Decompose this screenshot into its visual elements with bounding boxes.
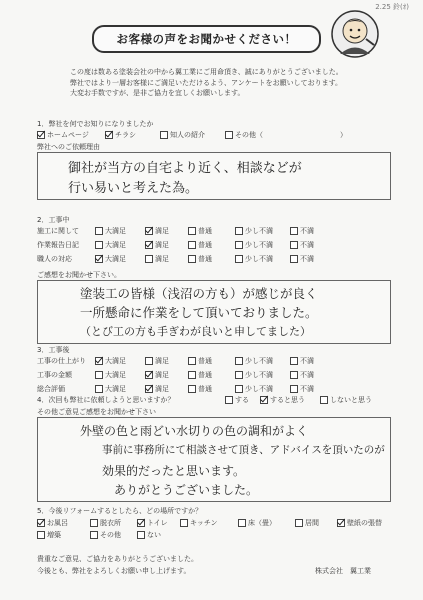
q3-rating-option[interactable]: 少し不満 (235, 356, 273, 366)
q5-option-extension[interactable]: 増築 (37, 530, 61, 540)
q1-option-homepage[interactable]: ホームページ (37, 130, 89, 140)
q1-other-close: ） (340, 131, 347, 139)
q2-rating-option[interactable]: 大満足 (95, 254, 126, 264)
intro-line-2: 弊社ではより一層お客様にご満足いただけるよう、アンケートをお願いしております。 (70, 78, 343, 87)
q3-rating-option[interactable]: 大満足 (95, 370, 126, 380)
q3-rating-option[interactable]: 普通 (188, 370, 212, 380)
checkbox[interactable] (235, 255, 243, 263)
q2-rating-option[interactable]: 不満 (290, 254, 314, 264)
mascot-icon (330, 9, 380, 59)
checkbox[interactable] (188, 241, 196, 249)
q5-option-other[interactable]: その他 (90, 530, 121, 540)
checkbox[interactable] (37, 531, 45, 539)
handwritten-impression-line-1: 塗装工の皆様（浅沼の方も）が感じが良く (80, 286, 318, 301)
q3-rating-option[interactable]: 普通 (188, 384, 212, 394)
checkbox[interactable] (290, 385, 298, 393)
q5-option-living[interactable]: 居間 (295, 518, 319, 528)
checkbox[interactable] (260, 396, 268, 404)
q5-option-toilet[interactable]: トイレ (137, 518, 168, 528)
checkbox[interactable] (290, 255, 298, 263)
q5-option-floor[interactable]: 床（畳） (238, 518, 276, 528)
q2-rating-option[interactable]: 普通 (188, 240, 212, 250)
handwritten-impression-line-2: 一所懸命に作業をして頂いておりました。 (80, 305, 318, 320)
q3-rating-option[interactable]: 不満 (290, 356, 314, 366)
q2-rating-option[interactable]: 不満 (290, 226, 314, 236)
checkbox[interactable] (188, 227, 196, 235)
intro-line-3: 大変お手数ですが、是非ご協力を宜しくお願いします。 (70, 89, 245, 97)
checkbox[interactable] (235, 371, 243, 379)
checkbox[interactable] (295, 519, 303, 527)
q1-option-other[interactable]: その他（ (225, 130, 263, 140)
checkbox[interactable] (37, 519, 45, 527)
checkbox[interactable] (105, 131, 113, 139)
checkbox[interactable] (95, 227, 103, 235)
intro-line-1: この度は数ある塗装会社の中から翼工業にご用命頂き、誠にありがとうございました。 (70, 68, 343, 76)
checkbox[interactable] (225, 396, 233, 404)
q3-rating-option[interactable]: 満足 (145, 384, 169, 394)
checkbox[interactable] (290, 371, 298, 379)
q2-rating-option[interactable]: 大満足 (95, 240, 126, 250)
q4-option-wont[interactable]: しないと思う (320, 395, 372, 405)
q3-row-label: 総合評価 (37, 385, 65, 393)
checkbox[interactable] (320, 396, 328, 404)
checkbox[interactable] (145, 255, 153, 263)
checkbox[interactable] (180, 519, 188, 527)
intro-text (70, 67, 390, 99)
q5-option-dressing[interactable]: 脱衣所 (90, 518, 121, 528)
q2-rating-option[interactable]: 少し不満 (235, 254, 273, 264)
q2-row-label: 作業報告日記 (37, 241, 79, 249)
handwritten-reason-line-1: 御社が当方の自宅より近く、相談などが (68, 161, 302, 176)
handwritten-opinion-line-1: 外壁の色と雨どい水切りの色の調和がよく (80, 424, 309, 438)
q4-label: 4．次回も弊社に依頼しようと思いますか？ (37, 396, 175, 404)
checkbox[interactable] (188, 357, 196, 365)
q2-rating-option[interactable]: 普通 (188, 254, 212, 264)
q3-rating-option[interactable]: 大満足 (95, 384, 126, 394)
handwritten-opinion-line-4: ありがとうございました。 (114, 483, 259, 497)
checkbox[interactable] (188, 255, 196, 263)
q2-rating-option[interactable]: 少し不満 (235, 226, 273, 236)
q2-row-label: 施工に関して (37, 227, 79, 235)
q2-impression-label: ご感想をお聞かせ下さい。 (37, 271, 121, 279)
checkbox[interactable] (225, 131, 233, 139)
q2-rating-option[interactable]: 少し不満 (235, 240, 273, 250)
q3-rating-option[interactable]: 普通 (188, 356, 212, 366)
checkbox[interactable] (160, 131, 168, 139)
checkbox[interactable] (188, 385, 196, 393)
q3-rating-option[interactable]: 不満 (290, 384, 314, 394)
checkbox[interactable] (145, 241, 153, 249)
q2-rating-option[interactable]: 満足 (145, 226, 169, 236)
checkbox[interactable] (95, 385, 103, 393)
corner-handwritten-note: 2.25 鈴(ｵ) (375, 3, 409, 11)
q3-rating-option[interactable]: 少し不満 (235, 370, 273, 380)
q3-row-label: 工事の金額 (37, 371, 72, 379)
q3-label: 3．工事後 (37, 346, 70, 354)
q2-impression-box[interactable] (37, 280, 391, 344)
q2-rating-option[interactable]: 不満 (290, 240, 314, 250)
handwritten-opinion-line-3: 効果的だったと思います。 (102, 464, 246, 478)
q3-row-label: 工事の仕上がり (37, 357, 86, 365)
q2-label: 2．工事中 (37, 216, 70, 224)
q5-label: 5．今後リフォームするとしたら、どの場所ですか？ (37, 507, 203, 515)
checkbox[interactable] (90, 519, 98, 527)
q1-reason-label: 弊社へのご依頼理由 (37, 143, 100, 151)
checkbox[interactable] (145, 227, 153, 235)
checkbox[interactable] (337, 519, 345, 527)
q5-option-wallpaper[interactable]: 壁紙の張替 (337, 518, 382, 528)
footer-regards: 今後とも、弊社をよろしくお願い申し上げます。 (37, 567, 191, 575)
q1-label: 1．弊社を何でお知りになりましたか (37, 120, 154, 128)
handwritten-reason-line-2: 行い易いと考えた為。 (68, 181, 199, 196)
checkbox[interactable] (290, 357, 298, 365)
q3-rating-option[interactable]: 満足 (145, 370, 169, 380)
checkbox[interactable] (137, 519, 145, 527)
q5-option-bath[interactable]: お風呂 (37, 518, 68, 528)
q4-opinion-label: その他ご意見ご感想をお聞かせ下さい (37, 408, 156, 416)
q3-rating-option[interactable]: 少し不満 (235, 384, 273, 394)
checkbox[interactable] (235, 241, 243, 249)
checkbox[interactable] (90, 531, 98, 539)
checkbox[interactable] (95, 371, 103, 379)
footer-company: 株式会社 翼工業 (315, 567, 371, 575)
checkbox[interactable] (95, 357, 103, 365)
survey-title: お客様の声をお聞かせください！ (92, 25, 321, 53)
q4-option-will[interactable]: する (225, 395, 249, 405)
checkbox[interactable] (235, 385, 243, 393)
checkbox[interactable] (37, 131, 45, 139)
checkbox[interactable] (137, 531, 145, 539)
q2-row-label: 職人の対応 (37, 255, 72, 263)
checkbox[interactable] (238, 519, 246, 527)
q5-option-kitchen[interactable]: キッチン (180, 518, 218, 528)
checkbox[interactable] (145, 371, 153, 379)
q1-reason-box[interactable] (37, 152, 391, 200)
q2-rating-option[interactable]: 満足 (145, 254, 169, 264)
q3-rating-option[interactable]: 不満 (290, 370, 314, 380)
checkbox[interactable] (95, 255, 103, 263)
handwritten-opinion-line-2: 事前に事務所にて相談させて頂き、アドバイスを頂いたのが (102, 444, 385, 456)
q1-option-flyer[interactable]: チラシ (105, 130, 136, 140)
q2-rating-option[interactable]: 普通 (188, 226, 212, 236)
checkbox[interactable] (290, 241, 298, 249)
checkbox[interactable] (235, 227, 243, 235)
footer-thanks: 貴重なご意見、ご協力をありがとうございました。 (37, 555, 198, 563)
checkbox[interactable] (290, 227, 298, 235)
q3-rating-option[interactable]: 大満足 (95, 356, 126, 366)
q2-rating-option[interactable]: 大満足 (95, 226, 126, 236)
q5-option-none[interactable]: ない (137, 530, 161, 540)
q2-rating-option[interactable]: 満足 (145, 240, 169, 250)
checkbox[interactable] (145, 357, 153, 365)
q4-option-think-will[interactable]: すると思う (260, 395, 305, 405)
checkbox[interactable] (145, 385, 153, 393)
handwritten-impression-line-3: （とび工の方も手ぎわが良いと申してました） (80, 325, 311, 338)
checkbox[interactable] (235, 357, 243, 365)
q1-option-referral[interactable]: 知人の紹介 (160, 130, 205, 140)
q4-opinion-box[interactable] (37, 417, 391, 502)
checkbox[interactable] (188, 371, 196, 379)
checkbox[interactable] (95, 241, 103, 249)
q3-rating-option[interactable]: 満足 (145, 356, 169, 366)
